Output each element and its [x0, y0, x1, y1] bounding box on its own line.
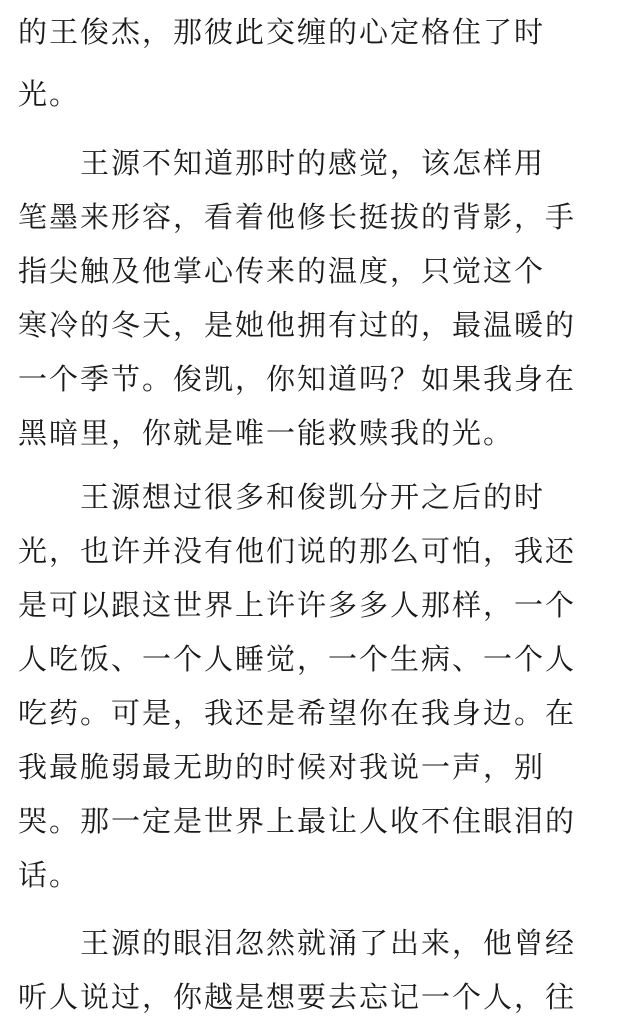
text-line: 光，也许并没有他们说的那么可怕，我还 — [18, 534, 577, 568]
text-line: 我最脆弱最无助的时候对我说一声，别 — [18, 750, 546, 784]
paragraph-first-line: 王源的眼泪忽然就涌了出来，他曾经 — [80, 926, 577, 960]
text-line: 一个季节。俊凯，你知道吗？如果我身在 — [18, 362, 577, 396]
text-line: 的王俊杰，那彼此交缠的心定格住了时 — [18, 15, 546, 49]
text-line: 吃药。可是，我还是希望你在我身边。在 — [18, 696, 577, 730]
paragraph-first-line: 王源想过很多和俊凯分开之后的时 — [80, 480, 546, 514]
text-line: 黑暗里，你就是唯一能救赎我的光。 — [18, 416, 515, 450]
paragraph-first-line: 王源不知道那时的感觉，该怎样用 — [80, 146, 546, 180]
text-line: 话。 — [18, 858, 81, 892]
text-line: 人吃饭、一个人睡觉，一个生病、一个人 — [18, 642, 577, 676]
text-line: 指尖触及他掌心传来的温度，只觉这个 — [18, 254, 546, 288]
text-line: 笔墨来形容，看着他修长挺拔的背影，手 — [18, 200, 577, 234]
text-line: 是可以跟这世界上许许多多人那样，一个 — [18, 588, 577, 622]
text-line: 寒冷的冬天，是她他拥有过的，最温暖的 — [18, 308, 577, 342]
text-line: 哭。那一定是世界上最让人收不住眼泪的 — [18, 804, 577, 838]
text-line: 听人说过，你越是想要去忘记一个人，往 — [18, 980, 577, 1014]
text-line: 光。 — [18, 77, 81, 111]
